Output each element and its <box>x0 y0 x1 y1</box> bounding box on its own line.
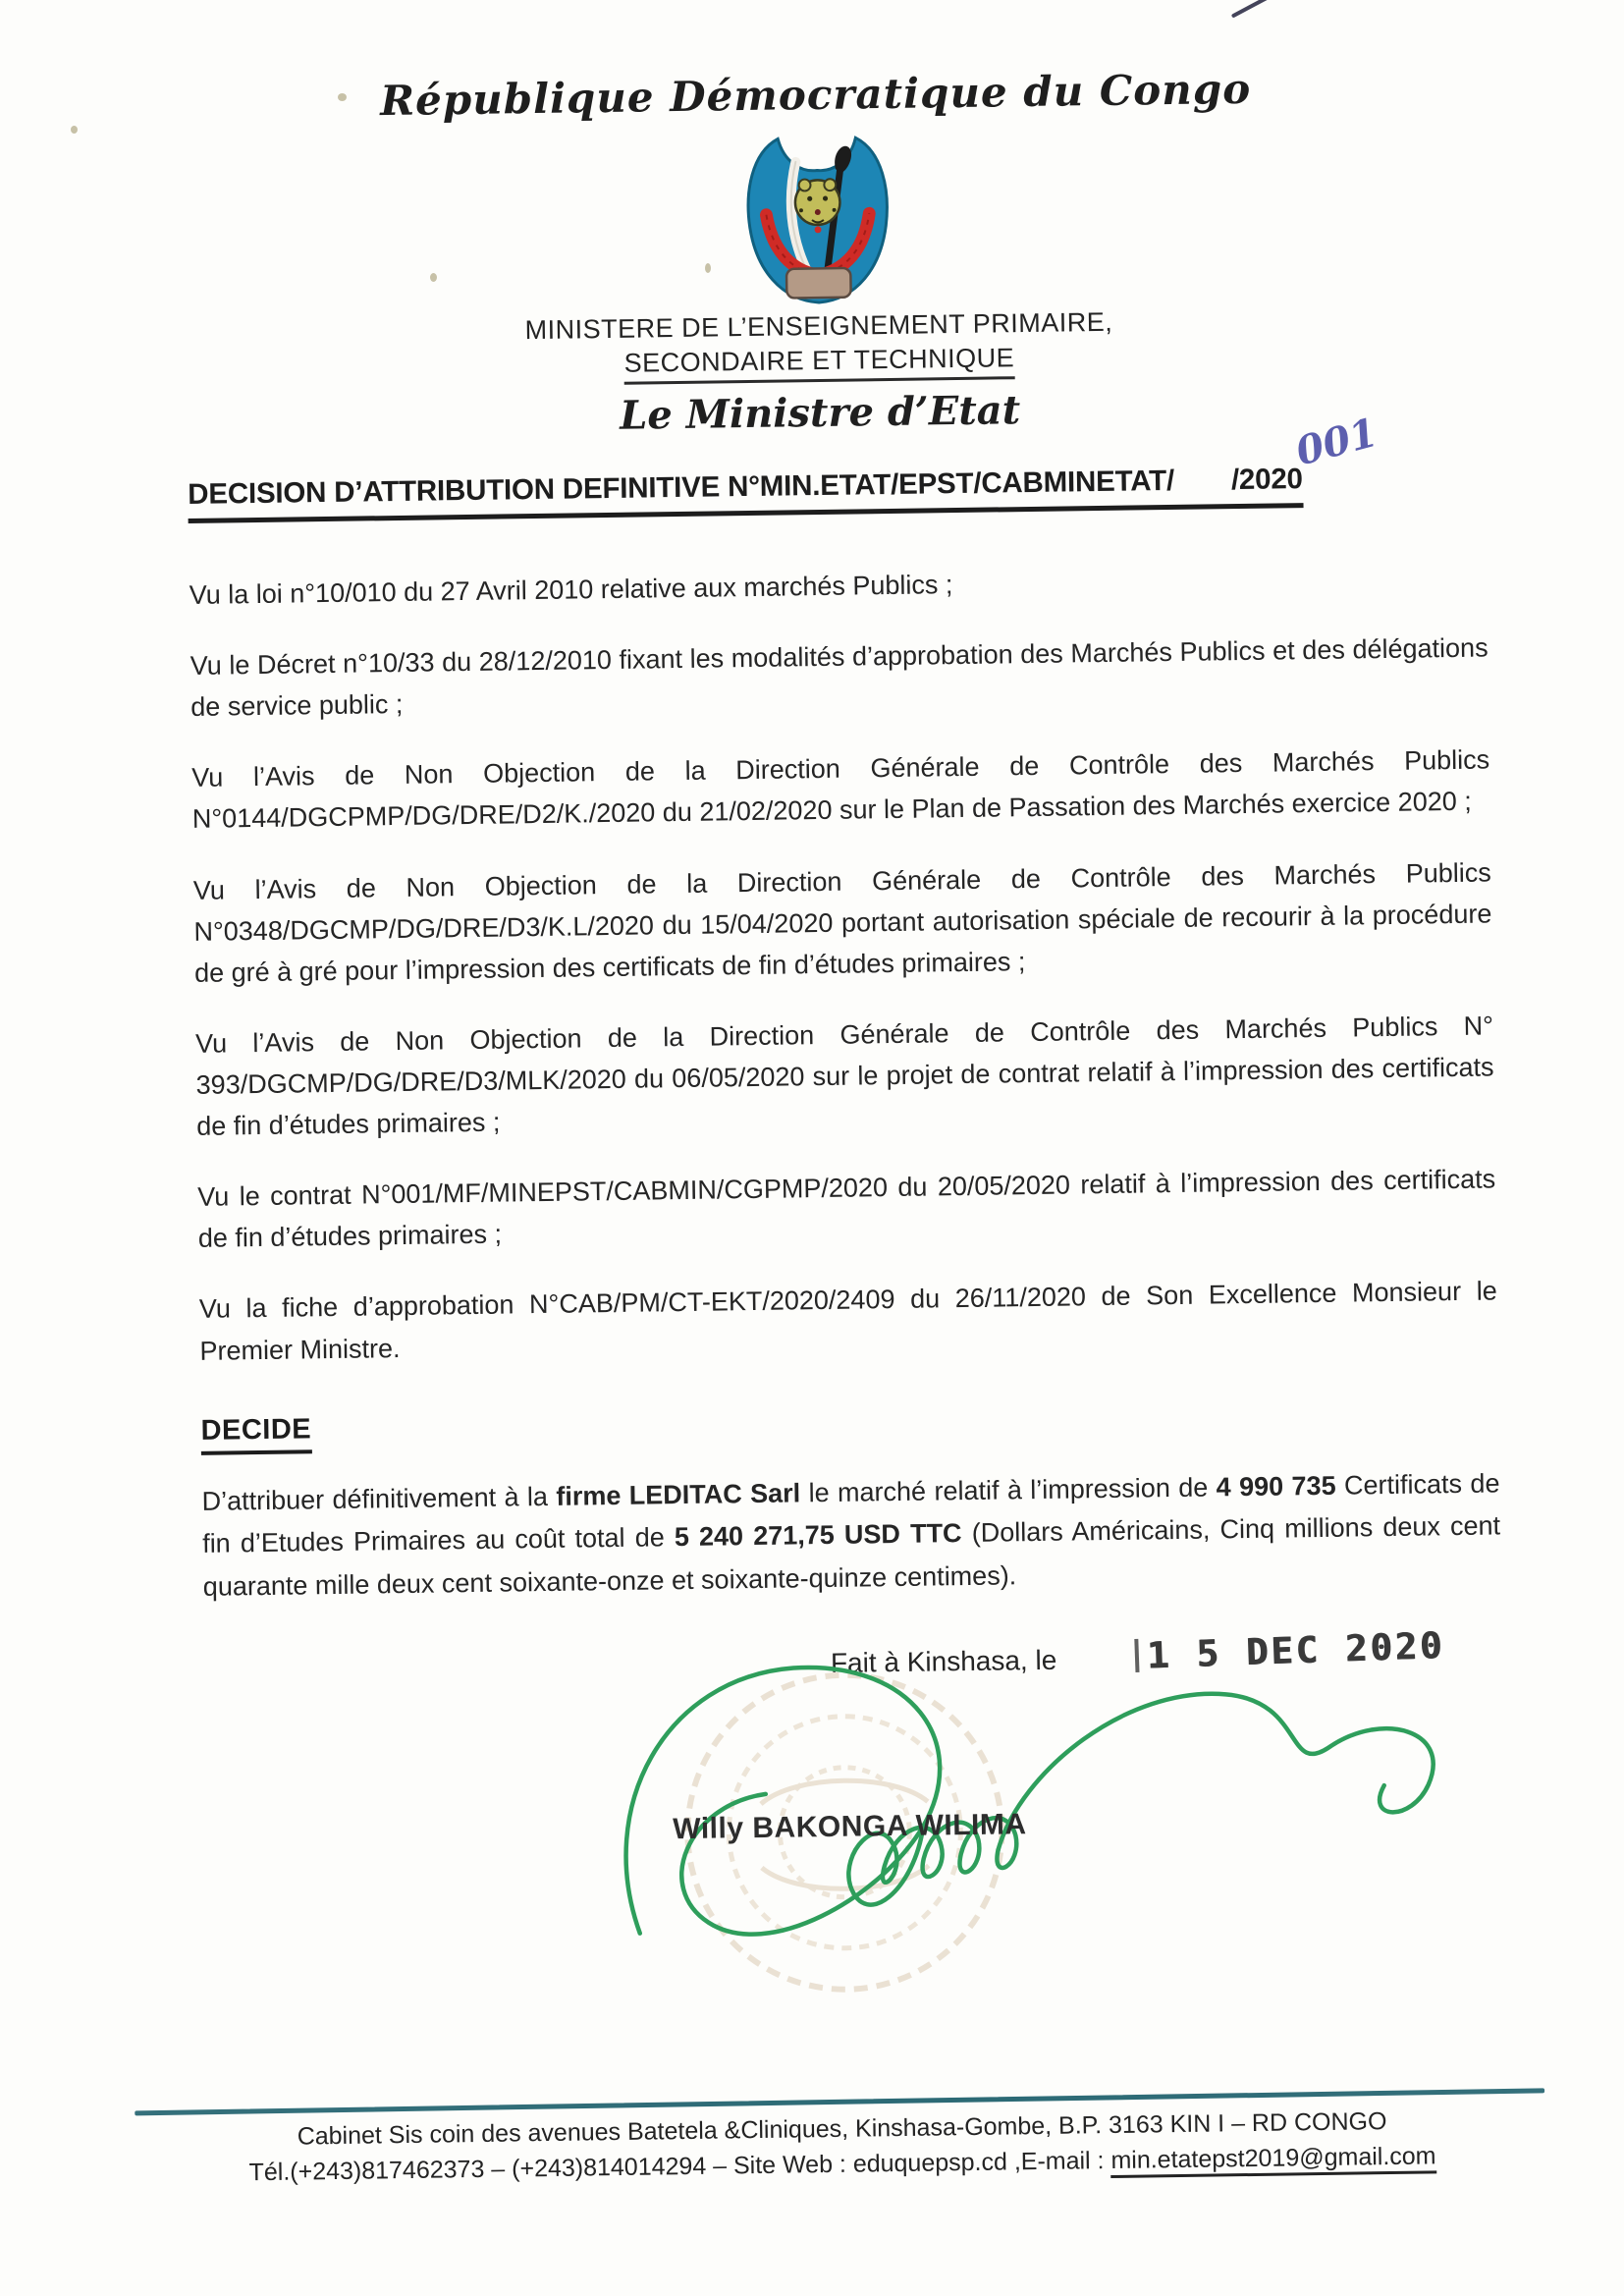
recital-paragraph: Vu la loi n°10/010 du 27 Avril 2010 relative aux marchés Publics ; <box>189 570 953 610</box>
decision-text-segment: le marché relatif à l’impression de <box>799 1472 1217 1507</box>
decision-title <box>188 463 1303 523</box>
decide-heading: DECIDE <box>200 1413 311 1455</box>
decision-text-segment: Certificats de fin d’Etudes Primaires au coût total de <box>201 1468 1500 1559</box>
scan-speck <box>71 126 78 134</box>
footer-address: Cabinet Sis coin des avenues Batetela &Cliniques, Kinshasa-Gombe, B.P. 3163 KIN I – RD CONGO <box>297 2107 1387 2151</box>
document-content <box>98 39 1563 2296</box>
total-cost-amount: 5 240 271,75 USD TTC <box>674 1518 962 1553</box>
recital-paragraph: Vu l’Avis de Non Objection de la Direction Générale de Contrôle des Marchés Publics N°0144/DGCPMP/DG/DRE/D2/K./2020 du 21/02/2020 sur le Plan de Passation des Marchés exercice 2020 ; <box>191 744 1490 835</box>
decision-title-suffix: /2020 <box>1230 463 1303 497</box>
recital-paragraph: Vu l’Avis de Non Objection de la Direction Générale de Contrôle des Marchés Publics N°0348/DGCMP/DG/DRE/D3/K.L/2020 du 15/04/2020 portant autorisation spéciale de recourir à la procédure de gré à gré pour l’impression des certificats de fin d’études primaires ; <box>192 857 1492 988</box>
pen-slash-mark <box>1231 0 1272 19</box>
footer-contacts-text: Tél.(+243)817462373 – (+243)814014294 – Site Web : eduquepsp.cd ,E-mail : <box>248 2146 1111 2186</box>
minister-of-state-title: Le Ministre d’Etat <box>619 387 1021 439</box>
decision-number-blank <box>1174 489 1231 490</box>
certificates-quantity: 4 990 735 <box>1216 1470 1336 1503</box>
ministry-name-line1: MINISTERE DE L’ENSEIGNEMENT PRIMAIRE, <box>524 306 1113 346</box>
awarded-firm-name: firme LEDITAC Sarl <box>556 1477 801 1511</box>
recital-paragraph: Vu le Décret n°10/33 du 28/12/2010 fixant les modalités d’approbation des Marchés Publics et des délégations de service public ; <box>189 632 1489 723</box>
date-stamp: 1 5 DEC 2020 <box>1146 1623 1445 1677</box>
republic-title: République Démocratique du Congo <box>379 64 1252 126</box>
recital-paragraph: Vu le contrat N°001/MF/MINEPST/CABMIN/CGPMP/2020 du 20/05/2020 relatif à l’impression des certificats de fin d’études primaires ; <box>197 1164 1496 1254</box>
decision-title-prefix: DECISION D’ATTRIBUTION DEFINITIVE N°MIN.ETAT/EPST/CABMINETAT/ <box>188 464 1175 511</box>
handwritten-decision-number: 001 <box>1290 409 1382 475</box>
recital-paragraph: Vu la fiche d’approbation N°CAB/PM/CT-EKT/2020/2409 du 26/11/2020 de Son Excellence Monsieur le Premier Ministre. <box>198 1276 1497 1366</box>
recital-paragraph: Vu l’Avis de Non Objection de la Direction Générale de Contrôle des Marchés Publics N° 393/DGCMP/DG/DRE/D3/MLK/2020 du 06/05/2020 sur le projet de contrat relatif à l’impression des certificats de fin d’études primaires ; <box>194 1011 1494 1141</box>
place-date-label: Fait à Kinshasa, le <box>830 1644 1057 1678</box>
footer-email: min.etatepst2019@gmail.com <box>1110 2142 1436 2178</box>
recitals-section <box>189 556 1497 1371</box>
ministry-name-line2: SECONDAIRE ET TECHNIQUE <box>623 343 1014 385</box>
signature-block <box>204 1685 1506 2027</box>
decision-paragraph <box>201 1462 1501 1610</box>
signatory-name: Willy BAKONGA WILIMA <box>673 1808 1027 1846</box>
footer <box>135 2090 1549 2192</box>
decision-text-segment: D’attribuer définitivement à la <box>201 1481 557 1516</box>
drc-coat-of-arms-icon <box>731 124 905 310</box>
letterhead <box>98 61 1537 446</box>
decision-text-segment: (Dollars Américains, Cinq millions deux cent quarante mille deux cent soixante-onze et soixante-quinze centimes). <box>202 1510 1501 1602</box>
